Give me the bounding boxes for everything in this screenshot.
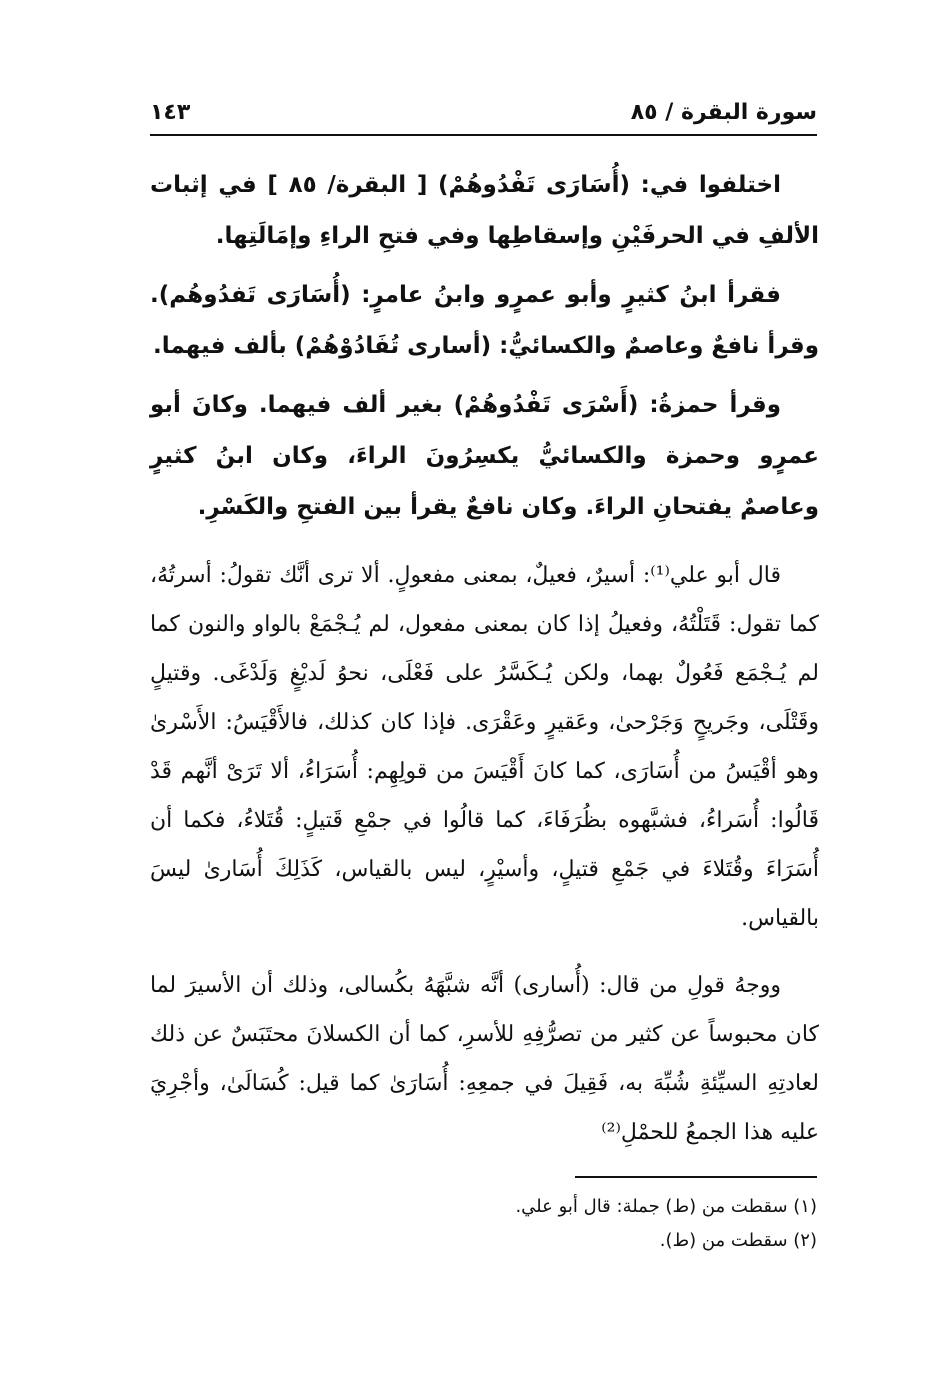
paragraph-hamza-reading: وقرأ حمزةُ: (أَسْرَى تَفْدُوهُمْ) بغير ألف فيهما. وكانَ أبو عمرٍو وحمزة والكسائيُّ يكسِرُونَ الراءَ، وكان ابنُ كثيرٍ وعاصمٌ يفتحانِ الراءَ. وكان نافعٌ يقرأ بين الفتحِ والكَسْرِ. — [150, 392, 819, 520]
main-text — [150, 160, 819, 1157]
footnote-divider — [575, 1176, 817, 1178]
header-divider — [150, 134, 817, 136]
page-number: ١٤٣ — [150, 99, 191, 125]
paragraph-kusala: ووجهُ قولِ من قال: (أُسارى) أنَّه شبَّهَهُ بكُسالى، وذلك أن الأسيرَ لما كان محبوساً عن كثير من تصرُّفِهِ للأسرِ، كما أن الكسلانَ محتَبَسٌ عن ذلك لعادتِهِ السيِّئةِ شُبِّهَ به، فَقِيلَ في جمعِهِ: أُسَارَىٰ كما قيل: كُسَالَىٰ، وأجْرِيَ عليه هذا الجمعُ للحمْلِ⁽²⁾ — [150, 973, 819, 1145]
paragraph-abu-ali: قال أبو علي⁽¹⁾: أسيرٌ، فعيلٌ، بمعنى مفعولٍ. ألا ترى أنَّك تقولُ: أسرتُهُ، كما تقول: قَتَلْتُهُ، وفعيلُ إذا كان بمعنى مفعول، لم يُـجْمَعْ بالواو والنون كما لم يُـجْمَع فَعُولٌ بهما، ولكن يُـكَسَّرُ على فَعْلَى، نحوُ لَديْغٍ وَلَدْغَى. وقتيلٍ وقَتْلَى، وجَريحٍ وَجَرْحىٰ، وعَقيرٍ وعَقْرَى. فإذا كان كذلك، فالأَقْيَسُ: الأَسْرىٰ وهو أقْيَسُ من أُسَارَى، كما كانَ أَقْيَسَ من قولِهِم: أُسَرَاءُ، ألا تَرَىْ أنَّهم قَدْ قَالُوا: أُسَراءُ، فشبَّهوه بظُرَفَاءَ، كما قالُوا في جمْعِ قَتيلٍ: قُتَلاءُ، فكما أن أُسَرَاءَ وقُتَلاءَ في جَمْعِ قتيلٍ، وأسيْرٍ، ليس بالقياس، كَذَلِكَ أُسَارىٰ ليسَ بالقياس. — [150, 563, 819, 931]
footnote-1: (١) سقطت من (ط) جملة: قال أبو علي. — [515, 1196, 817, 1217]
running-header — [150, 92, 817, 132]
paragraph-dispute: اختلفوا في: (أُسَارَى تَفْدُوهُمْ) [ البقرة/ ٨٥ ] في إثبات الألفِ في الحرفَيْنِ وإسقاطِها وفي فتحِ الراءِ وإمَالَتِها. — [150, 172, 819, 249]
paragraph-readings: فقرأ ابنُ كثيرٍ وأبو عمرٍو وابنُ عامرٍ: (أُسَارَى تَفدُوهُم). وقرأ نافعٌ وعاصمٌ والكسائيُّ: (أسارى تُفَادُوْهُمْ) بألف فيهما. — [150, 282, 819, 359]
footnote-2: (٢) سقطت من (ط). — [659, 1230, 817, 1251]
footnotes — [150, 1190, 817, 1258]
running-header-title: سورة البقرة / ٨٥ — [630, 99, 817, 125]
